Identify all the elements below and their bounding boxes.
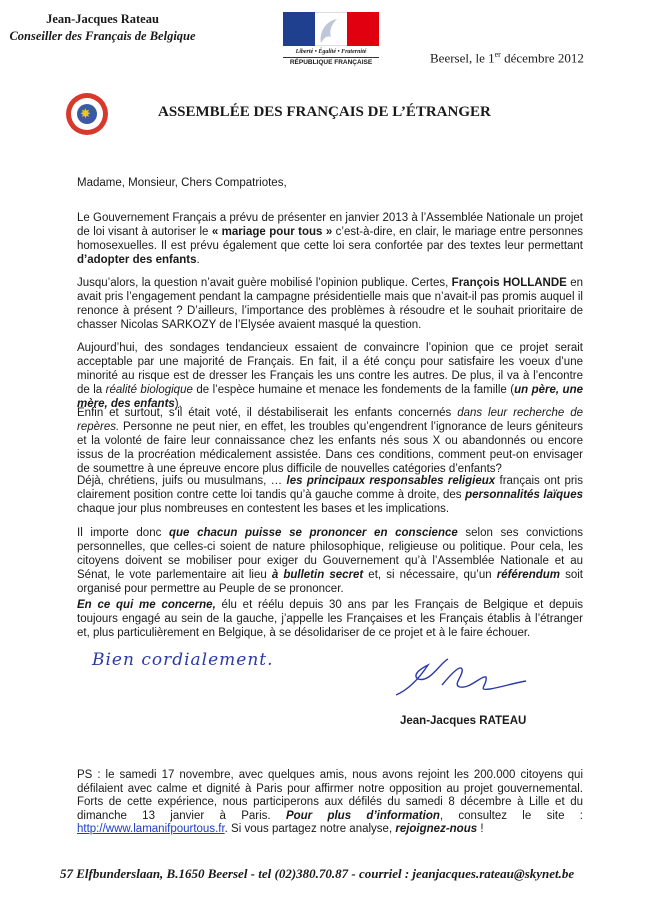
assembly-title: ASSEMBLÉE DES FRANÇAIS DE L’ÉTRANGER bbox=[158, 104, 491, 120]
sender-role: Conseiller des Français de Belgique bbox=[9, 29, 196, 43]
paragraph-6: Il importe donc que chacun puisse se prononcer en conscience selon ses convictions personnelles, que celles-ci soient de nature philosophique, religieuse ou politique. Pour cela, les citoyens doivent se mobiliser pour exiger du Gouvernement qu’à l’Assemblée Nationale et au Sénat, le vote parlementaire ait lieu à bulletin secret et, si nécessaire, qu’un référendum soit organisé pour permettre au Peuple de se prononcer. bbox=[77, 527, 584, 595]
website-link[interactable]: http://www.lamanifpourtous.fr bbox=[77, 823, 225, 835]
paragraph-5: Déjà, chrétiens, juifs ou musulmans, … les principaux responsables religieux français ont pris clairement position contre cette loi tandis qu’à gauche comme à droite, des personnalités laïques chaque jour plus nombreuses en contestent les bases et les implications. bbox=[77, 475, 583, 515]
letter-date: Beersel, le 1er décembre 2012 bbox=[430, 50, 584, 66]
paragraph-1: Le Gouvernement Français a prévu de présenter en janvier 2013 à l’Assemblée Nationale un projet de loi visant à autoriser le « mariage pour tous » c’est-à-dire, en clair, le mariage entre personnes homosexuelles. Il est prévu également que cette loi sera confortée par des textes leur permettant d’adopter des enfants. bbox=[77, 212, 583, 266]
paragraph-3: Aujourd’hui, des sondages tendancieux essaient de convaincre l’opinion que ce projet serait acceptable par une majorité de Français. En fait, il a été conçu pour satisfaire les voeux d’une minorité au risque est de dresser les Français les uns contre les autres. De plus, il va à l’encontre de la réalité biologique de l’espèce humaine et menace les fondements de la famille (un père, une mère, des enfants). bbox=[77, 342, 583, 410]
salutation: Madame, Monsieur, Chers Compatriotes, bbox=[77, 177, 287, 189]
logo-republic: RÉPUBLIQUE FRANÇAISE bbox=[283, 57, 379, 66]
signer-name: Jean-Jacques RATEAU bbox=[400, 715, 527, 727]
republique-francaise-logo bbox=[283, 12, 379, 66]
paragraph-2: Jusqu’alors, la question n’avait guère mobilisé l’opinion publique. Certes, François HOLLANDE en avait pris l’engagement pendant la campagne présidentielle mais que n’avait-il pas promis auquel il renonce à présent ? D’ailleurs, l’importance des problèmes à résoudre et le souhait prioritaire de chasser Nicolas SARKOZY de l’Elysée avaient masqué la question. bbox=[77, 277, 583, 331]
tricolor-flag-icon bbox=[283, 12, 379, 46]
sender-name: Jean-Jacques Rateau bbox=[46, 12, 159, 26]
postscript: PS : le samedi 17 novembre, avec quelques amis, nous avons rejoint les 200.000 citoyens qui défilaient avec calme et dignité à Paris pour affirmer notre opposition au projet gouvernemental. Forts de cette expérience, nous participerons aux défilés du samedi 8 décembre à Lille et du dimanche 13 janvier à Paris. Pour plus d’information, consultez le site : http://www.lamanifpourtous.fr. Si vous partagez notre analyse, rejoignez-nous ! bbox=[77, 769, 583, 835]
handwritten-signature bbox=[390, 655, 530, 705]
paragraph-4: Enfin et surtout, s’il était voté, il déstabiliserait les enfants concernés dans leur recherche de repères. Personne ne peut nier, en effet, les troubles qu’engendrent l’ignorance de leurs géniteurs et la volonté de faire leur connaissance chez les enfants nés sous X ou abandonnés ou encore issus de la procréation médicalement assistée. Dans ces conditions, comment peut-on envisager de soumettre à une épreuve encore plus difficile de nouvelles catégories d’enfants? bbox=[77, 407, 583, 475]
assembly-emblem-icon: ✸ bbox=[66, 93, 108, 135]
paragraph-7: En ce qui me concerne, élu et réélu depuis 30 ans par les Français de Belgique et depuis toujours engagé au sein de la gauche, j’appelle les Françaises et les Français établis à l’étranger et, plus particulièrement en Belgique, à se désolidariser de ce projet et à le faire échouer. bbox=[77, 599, 583, 639]
logo-motto: Liberté • Égalité • Fraternité bbox=[295, 49, 367, 55]
closing-handwritten: Bien cordialement. bbox=[92, 650, 274, 670]
footer-contact: 57 Elfbunderslaan, B.1650 Beersel - tel (02)380.70.87 - courriel : jeanjacques.rateau@skynet.be bbox=[60, 866, 575, 881]
